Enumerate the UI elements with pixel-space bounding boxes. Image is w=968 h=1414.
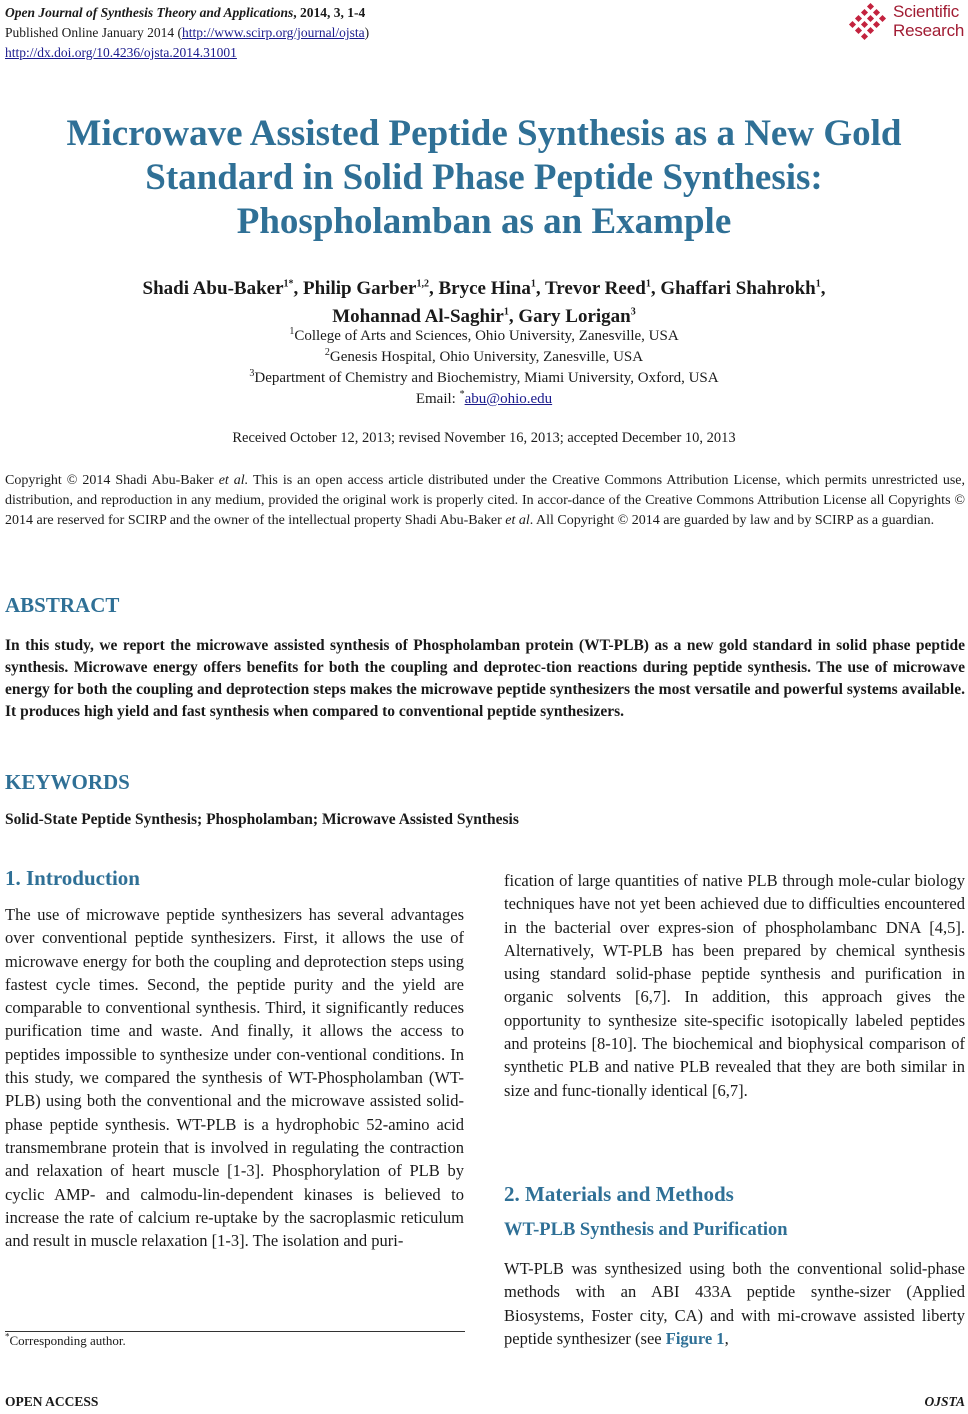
intro-text: The use of microwave peptide synthesizers has several advantages over conventional peptide synthesizers. First, it allows the use of microwave energy for both the coupling and deprotection steps using fastest cycle times. Second, the peptide purity and the yield are comparable to conventional synthesis. Third, it significantly reduces purification time and waste. And finally, it allows the access to peptides impossible to synthesize under con-ventional conditions. In this study, we compared the synthesis of WT-Phospholamban (WT-PLB) using both the conventional and the microwave assisted solid-phase peptide synthesis. WT-PLB is a hydrophobic 52-amino acid transmembrane protein that is involved in regulating the contraction and relaxation of heart muscle [1-3]. Phosphorylation of PLB by cyclic AMP- and calmodu-lin-dependent kinases is believed to increase the rate of calcium re-uptake by the sacroplasmic reticulum and result in muscle relaxation [1-3]. The isolation and puri- [5, 905, 464, 1251]
doi-link[interactable]: http://dx.doi.org/10.4236/ojsta.2014.31001 [5, 45, 237, 60]
intro-continued-text: fication of large quantities of native PLB through mole-cular biology techniques have not yet been achieved due to difficulties encountered in the bacterial over expres-sion of phospholambanc DNA [4,5]. Alternatively, WT-PLB has been prepared by chemical synthesis using standard solid-phase peptide synthesis and purification in organic solvents [6,7]. In addition, this approach gives the opportunity to synthesize site-specific isotopically labeled peptides and proteins [8-10]. The biochemical and biophysical comparison of synthetic PLB and native PLB revealed that they are both similar in size and func-tionally identical [6,7]. [504, 871, 965, 1100]
affiliation-sup: 1 [289, 326, 295, 337]
affiliation [0, 326, 968, 347]
page-footer [5, 1394, 965, 1410]
affiliation-text: Department of Chemistry and Biochemistry, Miami University, Oxford, USA [254, 370, 719, 386]
author-name: Ghaffari Shahrokh [660, 278, 816, 299]
footer-open-access: OPEN ACCESS [5, 1394, 99, 1409]
published-prefix: Published Online January 2014 ( [5, 25, 182, 40]
author-name: Philip Garber [303, 278, 417, 299]
author-name: Shadi Abu-Baker [142, 278, 284, 299]
journal-url-link[interactable]: http://www.scirp.org/journal/ojsta [181, 25, 365, 40]
logo-line-2: Research [893, 21, 965, 40]
footnote [5, 1333, 126, 1349]
footnote-sup: * [5, 1331, 10, 1342]
methods-tail: , [724, 1328, 729, 1348]
author-affil-sup: 1,2 [416, 278, 429, 290]
author-separator: , [535, 278, 546, 299]
email-line [0, 389, 968, 410]
affiliation [0, 347, 968, 368]
copyright-text: . All Copyright © 2014 are guarded by law and by SCIRP as a guardian. [529, 513, 935, 528]
logo-mark-icon [848, 2, 892, 42]
author-affil-sup: 1 [815, 278, 821, 290]
title-line-3: Phospholamban as an Example [236, 201, 732, 242]
received-dates: Received October 12, 2013; revised November 16, 2013; accepted December 10, 2013 [232, 430, 736, 446]
author-name: Trevor Reed [545, 278, 646, 299]
author-affil-sup: 1 [503, 306, 509, 318]
copyright-text: This is an open access article distributed under the Creative Commons Attribution License, which permits unrestricted use, distribution, and reproduction in any medium, provided the original work is properly cited. In accor-dance of the Creative Commons Attribution License all Copyrights © 2014 are reserved for SCIRP and the owner of the intellectual property Shadi Abu-Baker [5, 473, 965, 528]
email-label: Email: [415, 391, 460, 407]
author-affil-sup: 1 [645, 278, 651, 290]
affiliations [0, 326, 968, 410]
copyright-notice [5, 471, 965, 531]
author-affil-sup: 1* [283, 278, 294, 290]
journal-header [5, 3, 369, 63]
author-separator: , [820, 278, 826, 299]
author-affil-sup: 3 [630, 306, 636, 318]
author-separator: , [429, 278, 439, 299]
abstract-heading: ABSTRACT [5, 593, 120, 617]
author-separator: , [293, 278, 304, 299]
author-list [0, 275, 968, 331]
logo-text [893, 2, 964, 40]
methods-body: WT-PLB was synthesized using both the conventional solid-phase methods with an ABI 433A peptide synthe-sizer (Applied Biosystems, Foster city, CA) and with mi-crowave assisted liberty peptide synthesizer (see [504, 1259, 965, 1348]
title-line-1: Microwave Assisted Peptide Synthesis as a New Gold [66, 113, 902, 154]
author-separator: , [650, 278, 661, 299]
author-affil-sup: 1 [530, 278, 536, 290]
methods-heading: 2. Materials and Methods [504, 1182, 734, 1206]
published-suffix: ) [364, 25, 370, 40]
footer-journal-abbrev: OJSTA [924, 1394, 965, 1409]
title-line-2: Standard in Solid Phase Peptide Synthesis: [145, 157, 823, 198]
copyright-etal: et al. [218, 473, 249, 488]
affiliation-sup: 3 [249, 368, 255, 379]
author-separator: , [508, 306, 519, 327]
logo-line-1: Scientific [893, 2, 960, 21]
abstract-text: In this study, we report the microwave assisted synthesis of Phospholamban protein (WT-PLB) as a new gold standard in solid phase peptide synthesis. Microwave energy offers benefits for both the coupling and deprotec-tion reactions during peptide synthesis. The use of microwave energy for both the coupling and deprotection steps makes the microwave peptide synthesizers the most versatile and powerful systems available. It produces high yield and fast synthesis when compared to conventional peptide synthesizers. [5, 637, 965, 720]
email-sup: * [459, 389, 465, 400]
journal-title: Open Journal of Synthesis Theory and Applications [5, 5, 294, 20]
keywords-text: Solid-State Peptide Synthesis; Phospholamban; Microwave Assisted Synthesis [5, 811, 519, 828]
figure-1-link[interactable]: Figure 1 [665, 1328, 725, 1348]
intro-heading: 1. Introduction [5, 866, 140, 890]
journal-citation: , 2014, 3, 1-4 [293, 5, 366, 20]
copyright-text: Copyright © 2014 Shadi Abu-Baker [5, 473, 219, 488]
affiliation-text: Genesis Hospital, Ohio University, Zanesville, USA [329, 349, 644, 365]
affiliation [0, 368, 968, 389]
keywords-heading: KEYWORDS [5, 770, 130, 794]
methods-subheading: WT-PLB Synthesis and Purification [504, 1220, 788, 1240]
author-name: Bryce Hina [438, 278, 531, 299]
affiliation-text: College of Arts and Sciences, Ohio University, Zanesville, USA [294, 328, 679, 344]
copyright-etal: et al [505, 513, 530, 528]
affiliation-sup: 2 [324, 347, 330, 358]
email-link[interactable]: abu@ohio.edu [464, 391, 553, 407]
methods-text [504, 1257, 965, 1350]
author-name: Gary Lorigan [518, 306, 631, 327]
scientific-research-logo [848, 2, 966, 42]
footnote-text: Corresponding author. [9, 1333, 126, 1348]
author-name: Mohannad Al-Saghir [332, 306, 504, 327]
article-title [0, 112, 968, 244]
footnote-rule [5, 1331, 465, 1332]
